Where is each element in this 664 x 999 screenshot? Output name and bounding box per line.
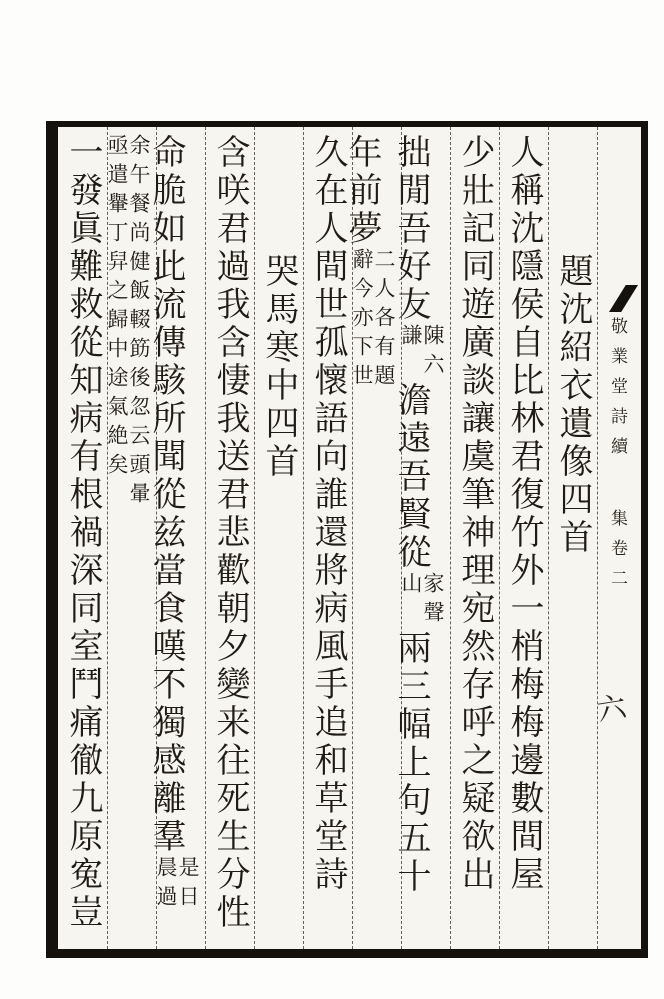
verse-segment: 兩三幅上句五十 <box>391 630 431 896</box>
poem-title-column-2 <box>254 127 303 949</box>
centerfold-column <box>590 127 641 949</box>
interlinear-note <box>106 134 150 511</box>
verse-column-1 <box>499 127 548 949</box>
note-line-right: 余午餐尚健飯輟筯後忽云頭暈 <box>127 134 151 511</box>
note-line-right: 家聲 <box>421 572 445 630</box>
note-line-right: 二人各有題 <box>372 248 396 393</box>
interlinear-note <box>400 324 444 382</box>
poem-title: 題沈紹衣遺像四首 <box>553 253 593 557</box>
note-line-left: 晨過 <box>154 856 178 914</box>
note-line-right: 陳六 <box>421 324 445 382</box>
note-line-left: 山 <box>399 572 423 601</box>
verse-column-6 <box>205 127 254 949</box>
verse-column-3 <box>391 127 450 949</box>
interlinear-note <box>400 572 444 630</box>
page-number: 六 <box>590 690 630 725</box>
note-line-left: 謙 <box>399 324 423 353</box>
interlinear-note <box>155 856 199 914</box>
margin-book-title-top: 敬業堂詩續 <box>607 317 627 467</box>
verse-line: 人稱沈隱侯自比林君復竹外一梢梅梅邊數間屋 <box>504 134 544 894</box>
verse-column-2 <box>450 127 499 949</box>
verse-line: 久在人間世孤懷語向誰還將病風手追和草堂詩 <box>308 134 348 894</box>
note-line-left: 亟遣轝丁舁之歸中途氣絶矣 <box>105 134 129 482</box>
verse-segment: 澹遠吾賢從 <box>391 382 431 572</box>
verse-line: 含咲君過我含悽我送君悲歡朝夕變来往死生分性 <box>210 134 250 932</box>
verse-line: 少壯記同遊廣談讓虞筆神理宛然存呼之疑欲出 <box>455 134 495 894</box>
verse-column-5 <box>303 127 352 949</box>
note-line-left: 辭今亦下世 <box>350 248 374 393</box>
note-line-right: 是日 <box>176 856 200 914</box>
poem-title-column-1 <box>548 127 597 949</box>
poem-title: 哭馬寒中四首 <box>259 253 299 481</box>
verse-segment: 年前夢 <box>342 134 382 248</box>
interlinear-note <box>351 248 395 393</box>
verse-column-8 <box>58 127 107 949</box>
verse-segment: 拙閒吾好友 <box>391 134 431 324</box>
text-block <box>58 127 641 949</box>
verse-line: 一發眞難救從知病有根禍深同室鬥痛徹九原寃豈 <box>63 134 103 932</box>
page-frame <box>46 121 648 958</box>
verse-column-7 <box>146 127 205 949</box>
fishtail-mark-icon <box>609 285 638 312</box>
margin-book-title-bottom: 集卷二 <box>607 509 627 599</box>
verse-segment: 命脆如此流傳駭所聞從兹當食嘆不獨感離羣 <box>146 134 186 856</box>
